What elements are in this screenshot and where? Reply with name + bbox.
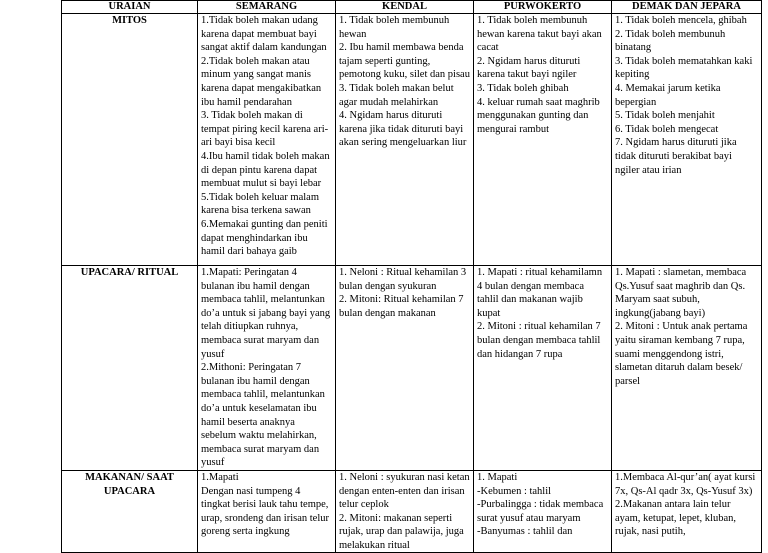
cell-line: 1. Mapati [477, 471, 518, 483]
cell-line: 1. Neloni : Ritual kehamilan 3 bulan dengan syukuran [339, 267, 467, 292]
cell-line: 1.Tidak boleh makan udang karena dapat membuat bayi sangat aktif dalam kandungan [201, 15, 327, 54]
cell-line: 2. Mitoni : ritual kehamilan 7 bulan dengan membaca tahlil dan hidangan 7 rupa [477, 321, 601, 360]
cell-kendal [336, 470, 474, 553]
cell-line: 1. Tidak boleh membunuh hewan karena takut bayi akan cacat [477, 15, 602, 54]
cell-semarang [198, 266, 336, 471]
cell-line: 5.Tidak boleh keluar malam karena bisa terkena sawan [201, 191, 320, 217]
cell-purwokerto [474, 470, 612, 553]
cell-line: 2. Ngidam harus dituruti karena takut bayi ngiler [477, 55, 581, 81]
cell-semarang [198, 470, 336, 553]
cell-kendal [336, 266, 474, 471]
cell-semarang [198, 14, 336, 266]
cell-line: 1.Membaca Al-qur’an( ayat kursi 7x, Qs-Al qadr 3x, Qs-Yusuf 3x) [615, 471, 756, 497]
cell-line: 1. Mapati : slametan, membaca Qs.Yusuf saat maghrib dan Qs. Maryam saat subuh, ingkung(jabang bayi) [615, 267, 747, 319]
cell-line: 2. Tidak boleh membunuh binatang [615, 28, 726, 54]
header-uraian: URAIAN [62, 1, 198, 14]
cell-line: 6. Tidak boleh mengecat [615, 123, 719, 135]
row-label-upacara-ritual: UPACARA/ RITUAL [62, 266, 198, 471]
cell-line: 1.Mapati: Peringatan 4 bulanan ibu hamil dengan membaca tahlil, melantunkan do’a untuk si jabang bayi yang telah ditiupkan ruhnya, membaca surat maryam dan yusuf [201, 267, 331, 360]
cell-line: 6.Memakai gunting dan peniti dapat menghindarkan ibu hamil dari bahaya gaib [201, 218, 328, 258]
cell-line: 1.Mapati [201, 471, 239, 483]
cell-line: 3. Tidak boleh ghibah [477, 82, 569, 94]
header-row [62, 1, 762, 14]
cell-line: 1. Mapati : ritual kehamilamn 4 bulan dengan membaca tahlil dan makanan wajib kupat [477, 267, 603, 319]
cell-line: -Purbalingga : tidak membaca surat yusuf atau maryam [477, 499, 604, 524]
cell-line: 3. Tidak boleh mematahkan kaki kepiting [615, 55, 753, 81]
cell-line: Dengan nasi tumpeng 4 tingkat berisi lauk tahu tempe, urap, srondeng dan irisan telur goreng serta ingkung [201, 485, 330, 538]
cell-line: 4. keluar rumah saat maghrib menggunakan gunting dan mengurai rambut [477, 96, 600, 135]
cell-line: 2. Mitoni : Untuk anak pertama yaitu siraman kembang 7 rupa, suami menggendong istri, slametan ditaruh dalam besek/ parsel [615, 321, 748, 387]
cell-line: 2.Tidak boleh makan atau minum yang sangat manis karena dapat mengakibatkan ibu hamil pendarahan [201, 55, 322, 108]
cell-line: -Banyumas : tahlil dan [477, 526, 573, 538]
cell-line: 2. Ibu hamil membawa benda tajam seperti gunting, pemotong kuku, silet dan pisau [339, 42, 470, 81]
cell-line: 1. Tidak boleh membunuh hewan [339, 15, 450, 40]
cell-line: 3. Tidak boleh makan di tempat piring kecil karena ari-ari bayi bisa kecil [201, 110, 329, 149]
cell-line: -Kebumen : tahlil [477, 485, 552, 497]
header-purwokerto: PURWOKERTO [474, 1, 612, 14]
cell-demak-jepara [612, 14, 762, 266]
cell-demak-jepara [612, 266, 762, 471]
cell-line: 2. Mitoni: makanan seperti rujak, urap dan palawija, juga melakukan ritual [339, 512, 464, 551]
cell-purwokerto [474, 266, 612, 471]
cell-line: 1. Neloni : syukuran nasi ketan dengan enten-enten dan irisan telur ceplok [339, 471, 470, 511]
cell-line: 7. Ngidam harus dituruti jika tidak dituruti berakibat bayi ngiler atau irian [615, 137, 737, 176]
header-kendal: KENDAL [336, 1, 474, 14]
cell-line: 4.Ibu hamil tidak boleh makan di depan pintu karena dapat membuat mulut si bayi lebar [201, 150, 330, 190]
cell-kendal [336, 14, 474, 266]
cell-line: 2. Mitoni: Ritual kehamilan 7 bulan dengan makanan [339, 294, 464, 319]
cell-line: 2.Mithoni: Peringatan 7 bulanan ibu hamil dengan membaca tahlil, melantunkan do’a untuk keselamatan ibu hamil beserta anaknya sebelum waktu melahirkan, membaca surat maryam dan yusuf [201, 362, 325, 469]
culture-comparison-table [61, 0, 762, 553]
table-row [62, 266, 762, 471]
cell-line: 3. Tidak boleh makan belut agar mudah melahirkan [339, 82, 454, 108]
row-label-mitos: MITOS [62, 14, 198, 266]
cell-line: 2.Makanan antara lain telur ayam, ketupat, lepet, kluban, rujak, nasi putih, [615, 499, 737, 538]
cell-line: 4. Ngidam harus dituruti karena jika tidak dituruti bayi akan sering mengeluarkan liur [339, 110, 467, 149]
row-label-makanan-saat-upacara: MAKANAN/ SAAT UPACARA [62, 470, 198, 553]
cell-line: 5. Tidak boleh menjahit [615, 110, 715, 122]
table-row [62, 14, 762, 266]
table-row [62, 470, 762, 553]
header-semarang: SEMARANG [198, 1, 336, 14]
cell-demak-jepara [612, 470, 762, 553]
header-demak-jepara: DEMAK DAN JEPARA [612, 1, 762, 14]
cell-line: 1. Tidak boleh mencela, ghibah [615, 15, 747, 26]
cell-purwokerto [474, 14, 612, 266]
cell-line: 4. Memakai jarum ketika bepergian [615, 82, 721, 108]
